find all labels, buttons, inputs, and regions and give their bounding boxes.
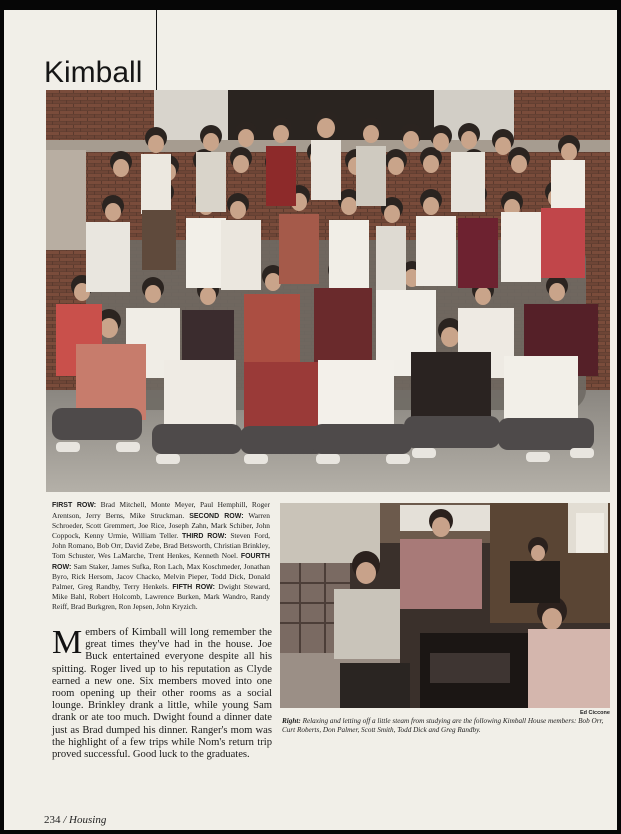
caption-row-names: Steven Ford, John Romano, Bob Orr, David Zebe, Brad Betsworth, Christian Brinkley, Tom Schuster, Wes LaMarche, Trent Henkes, Kenneth Noel.	[52, 530, 270, 560]
group-photo	[46, 90, 610, 492]
caption-row-names: Brad Mitchell, Monte Meyer, Paul Hemphill, Roger Arentson, Jerry Berns, Mike Struckman.	[52, 500, 270, 520]
page-title: Kimball	[44, 56, 143, 89]
story-body: embers of Kimball will long remember the great times they've had in the house. Joe Buck entertained everyone despite all his spitting. Roger lived up to his reputation as Clyde earned a new one. Six members moved into one room opening up their other rooms as a social lounge. Brinkley drank a little, while young Sam drank or ate too much. Dwight found a dinner date just as Brad dumped his dinner. Ranger's mom was the highlight of a few trips while Nom's return trip proved successful. Good luck to the graduates.	[52, 627, 272, 761]
caption-row-names: Sam Staker, James Sufka, Ron Lach, Max Koschmeder, Jonathan Byro, Rick Hersom, Jacov Chacko, Melvin Pieper, Todd Dick, Donald Palmer, Greg Randby, Terry Henkels.	[52, 561, 270, 591]
caption-direction-label: Right:	[282, 717, 301, 725]
lounge-photo-caption	[282, 717, 612, 735]
title-divider-line	[156, 10, 157, 92]
story-text	[52, 624, 272, 761]
yearbook-page	[4, 10, 617, 830]
page-number: 234	[44, 814, 61, 826]
caption-row-names: Warren Schroeder, Scott Gremmert, Joe Rice, Joseph Zahn, Mark Schiber, John Coppock, Kenny Urmie, William Teller.	[52, 510, 270, 540]
caption-text: Relaxing and letting off a little steam from studying are the following Kimball House members: Bob Orr, Curt Roberts, Don Palmer, Scott Smith, Todd Dick and Greg Randby.	[282, 717, 604, 734]
lounge-photo	[280, 503, 610, 708]
caption-row-label: SECOND ROW:	[189, 512, 244, 520]
caption-row-label: FIRST ROW:	[52, 502, 97, 509]
page-folio	[44, 814, 106, 826]
lounge-photo-image	[280, 503, 610, 708]
caption-row-names: Dwight Steward, Mike Bahl, Robert Holcomb, Lawrence Burken, Mark Wandro, Randy Reiff, Brad Burkgren, Ron Jepsen, John Kryzich.	[52, 581, 270, 611]
caption-row-label: FOURTH ROW:	[52, 552, 270, 571]
photo-credit: Ed Ciccone	[580, 710, 610, 716]
group-photo-image	[46, 90, 610, 492]
caption-row-label: FIFTH ROW:	[172, 583, 215, 591]
story-dropcap: M	[52, 624, 83, 661]
section-name: / Housing	[63, 814, 107, 826]
group-photo-caption	[52, 500, 270, 612]
caption-row-label: THIRD ROW:	[181, 532, 227, 540]
